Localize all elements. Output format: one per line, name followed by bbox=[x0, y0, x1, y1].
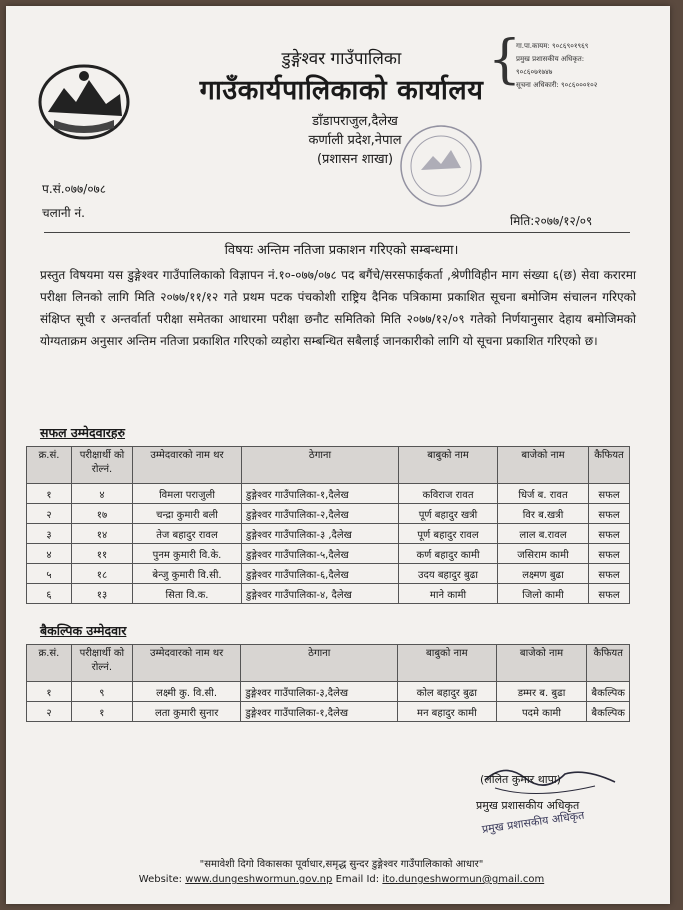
contact-line: ९०८६०७१७४७ bbox=[516, 68, 553, 76]
cell-sn: १ bbox=[27, 682, 72, 702]
website-label: Website: bbox=[138, 874, 183, 885]
cell-name: सिता वि.क. bbox=[133, 584, 242, 604]
letter-body: प्रस्तुत विषयमा यस डुङ्गेश्वर गाउँपालिकाको विज्ञापन नं.१०-०७७/०७८ पद बगैंचे/सरसफाईकर्ता ,श्रेणीविहीन माग संख्या ६(छ) सेवा करारमा परीक्षा लिनको लागि मिति २०७७/११/१२ गते प्रथम पटक पंचकोशी राष्ट्रिय दैनिक पत्रिकामा प्रकाशित सूचना बमोजिम संचालन गरिएको संक्षिप्त सूची र अन्तर्वार्ता परीक्षा समेतका आधारमा परीक्षा छनौट समितिको मिति २०७७/१२/०९ गतेको निर्णयानुसार देहाय बमोजिमको योग्यताक्रम अनुसार अन्तिम नतिजा प्रकाशित गरिएको व्यहोरा सम्बन्धित सबैलाई जानकारीको लागि यो सूचना प्रकाशित गरिएको छ। bbox=[40, 268, 636, 348]
table-row bbox=[27, 702, 630, 722]
contact-numbers bbox=[516, 40, 597, 92]
office-seal-stamp bbox=[395, 120, 487, 212]
cell-name: तेज बहादुर रावल bbox=[133, 524, 242, 544]
cell-roll: ११ bbox=[72, 544, 133, 564]
cell-grandfather: धिर्ज ब. रावत bbox=[498, 484, 589, 504]
col-grandfather: बाजेको नाम bbox=[496, 645, 587, 682]
table-row bbox=[27, 544, 630, 564]
cell-father: कविराज रावत bbox=[399, 484, 498, 504]
cell-address: डुङ्गेश्वर गाउँपालिका-३,दैलेख bbox=[241, 682, 398, 702]
cell-address: डुङ्गेश्वर गाउँपालिका-६,दैलेख bbox=[242, 564, 399, 584]
cell-address: डुङ्गेश्वर गाउँपालिका-४, दैलेख bbox=[242, 584, 399, 604]
successful-section-title: सफल उम्मेदवारहरु bbox=[40, 425, 126, 440]
cell-grandfather: विर ब.खत्री bbox=[498, 504, 589, 524]
cell-name: पुनम कुमारी वि.के. bbox=[133, 544, 242, 564]
cell-name: चन्द्रा कुमारी बली bbox=[133, 504, 242, 524]
cell-father: पूर्ण बहादुर रावल bbox=[399, 524, 498, 544]
cell-sn: ४ bbox=[27, 544, 72, 564]
cell-remarks: सफल bbox=[589, 564, 630, 584]
successful-candidates-table bbox=[26, 446, 630, 604]
office-address bbox=[300, 112, 410, 169]
cell-address: डुङ्गेश्वर गाउँपालिका-२,दैलेख bbox=[242, 504, 399, 524]
cell-remarks: सफल bbox=[589, 524, 630, 544]
col-remarks: कैफियत bbox=[587, 645, 630, 682]
signatory-name: (ललित कुमार थापा) bbox=[480, 773, 561, 786]
contact-line: प्रमुख प्रशासकीय अधिकृत: bbox=[516, 55, 585, 63]
table-row bbox=[27, 584, 630, 604]
table-row bbox=[27, 564, 630, 584]
cell-remarks: सफल bbox=[589, 544, 630, 564]
cell-roll: १७ bbox=[72, 504, 133, 524]
cell-grandfather: पदमे कामी bbox=[496, 702, 587, 722]
letter-subject: विषयः अन्तिम नतिजा प्रकाशन गरिएको सम्बन्धमा। bbox=[224, 243, 459, 258]
cell-roll: १४ bbox=[72, 524, 133, 544]
cell-roll: ९ bbox=[71, 682, 132, 702]
cell-address: डुङ्गेश्वर गाउँपालिका-१,दैलेख bbox=[241, 702, 398, 722]
cell-address: डुङ्गेश्वर गाउँपालिका-३ ,दैलेख bbox=[242, 524, 399, 544]
cell-father: पूर्ण बहादुर खत्री bbox=[399, 504, 498, 524]
col-address: ठेगाना bbox=[242, 447, 399, 484]
col-address: ठेगाना bbox=[241, 645, 398, 682]
contact-line: सूचना अधिकारी: ९०८६०००१०२ bbox=[516, 81, 598, 89]
header-divider bbox=[44, 232, 630, 233]
table-header-row bbox=[27, 645, 630, 682]
col-name: उम्मेदवारको नाम थर bbox=[133, 447, 242, 484]
signatory-stamp: प्रमुख प्रशासकीय अधिकृत bbox=[481, 808, 586, 836]
cell-name: बेन्जु कुमारी वि.सी. bbox=[133, 564, 242, 584]
alternate-candidates-table bbox=[26, 644, 630, 722]
col-sn: क्र.सं. bbox=[27, 447, 72, 484]
cell-name: विमला पराजुली bbox=[133, 484, 242, 504]
cell-grandfather: जिलो कामी bbox=[498, 584, 589, 604]
cell-address: डुङ्गेश्वर गाउँपालिका-५,दैलेख bbox=[242, 544, 399, 564]
cell-roll: ४ bbox=[72, 484, 133, 504]
cell-remarks: बैकल्पिक bbox=[587, 702, 630, 722]
col-father: बाबुको नाम bbox=[399, 447, 498, 484]
address-line: डाँडापराजुल,दैलेख bbox=[312, 114, 398, 129]
cell-sn: २ bbox=[27, 702, 72, 722]
cell-father: कर्ण बहादुर कामी bbox=[399, 544, 498, 564]
table-row bbox=[27, 524, 630, 544]
address-line: (प्रशासन शाखा) bbox=[316, 152, 394, 167]
cell-father: माने कामी bbox=[399, 584, 498, 604]
table-row bbox=[27, 682, 630, 702]
cell-grandfather: लक्ष्मण बुढा bbox=[498, 564, 589, 584]
cell-father: मन बहादुर कामी bbox=[398, 702, 497, 722]
table-header-row bbox=[27, 447, 630, 484]
cell-grandfather: लाल ब.रावल bbox=[498, 524, 589, 544]
col-remarks: कैफियत bbox=[589, 447, 630, 484]
municipality-name: डुङ्गेश्वर गाउँपालिका bbox=[281, 49, 402, 69]
contacts-brace: { bbox=[488, 30, 522, 90]
col-father: बाबुको नाम bbox=[398, 645, 497, 682]
col-sn: क्र.सं. bbox=[27, 645, 72, 682]
cell-sn: ३ bbox=[27, 524, 72, 544]
table-row bbox=[27, 484, 630, 504]
cell-sn: ६ bbox=[27, 584, 72, 604]
cell-remarks: सफल bbox=[589, 504, 630, 524]
cell-roll: १८ bbox=[72, 564, 133, 584]
cell-sn: २ bbox=[27, 504, 72, 524]
cell-roll: १ bbox=[71, 702, 132, 722]
email-label: Email Id: bbox=[335, 874, 380, 885]
col-roll: परीक्षार्थी को रोल्नं. bbox=[72, 447, 133, 484]
email-link[interactable]: ito.dungeshwormun@gmail.com bbox=[382, 874, 545, 885]
cell-remarks: बैकल्पिक bbox=[587, 682, 630, 702]
reference-number: प.सं.०७७/०७८ bbox=[42, 182, 107, 196]
cell-father: उदय बहादुर बुढा bbox=[399, 564, 498, 584]
alternate-section-title: बैकल्पिक उम्मेदवार bbox=[40, 623, 127, 638]
signatory-title: प्रमुख प्रशासकीय अधिकृत bbox=[476, 799, 580, 812]
contact-line: गा.पा.कायम: ९०८६९०१९६९ bbox=[516, 42, 589, 50]
cell-sn: १ bbox=[27, 484, 72, 504]
cell-sn: ५ bbox=[27, 564, 72, 584]
cell-father: कोल बहादुर बुढा bbox=[398, 682, 497, 702]
col-roll: परीक्षार्थी को रोल्नं. bbox=[71, 645, 132, 682]
address-line: कर्णाली प्रदेश,नेपाल bbox=[308, 133, 402, 148]
cell-name: लता कुमारी सुनार bbox=[132, 702, 241, 722]
cell-remarks: सफल bbox=[589, 484, 630, 504]
cell-address: डुङ्गेश्वर गाउँपालिका-१,दैलेख bbox=[242, 484, 399, 504]
dispatch-number: चलानी नं. bbox=[42, 206, 85, 220]
letter-date: मिति:२०७७/१२/०९ bbox=[510, 214, 593, 228]
cell-remarks: सफल bbox=[589, 584, 630, 604]
cell-grandfather: जसिराम कामी bbox=[498, 544, 589, 564]
footer-contact bbox=[0, 874, 683, 885]
cell-name: लक्ष्मी कु. वि.सी. bbox=[132, 682, 241, 702]
col-name: उम्मेदवारको नाम थर bbox=[132, 645, 241, 682]
cell-roll: १३ bbox=[72, 584, 133, 604]
table-row bbox=[27, 504, 630, 524]
office-title: गाउँकार्यपालिकाको कार्यालय bbox=[199, 75, 484, 106]
col-grandfather: बाजेको नाम bbox=[498, 447, 589, 484]
website-link[interactable]: www.dungeshwormun.gov.np bbox=[185, 874, 333, 885]
cell-grandfather: डम्मर ब. बुढा bbox=[496, 682, 587, 702]
footer-slogan: "समावेशी दिगो विकासका पूर्वाधार,समृद्ध सुन्दर डुङ्गेश्वर गाउँपालिकाको आधार" bbox=[199, 859, 484, 870]
